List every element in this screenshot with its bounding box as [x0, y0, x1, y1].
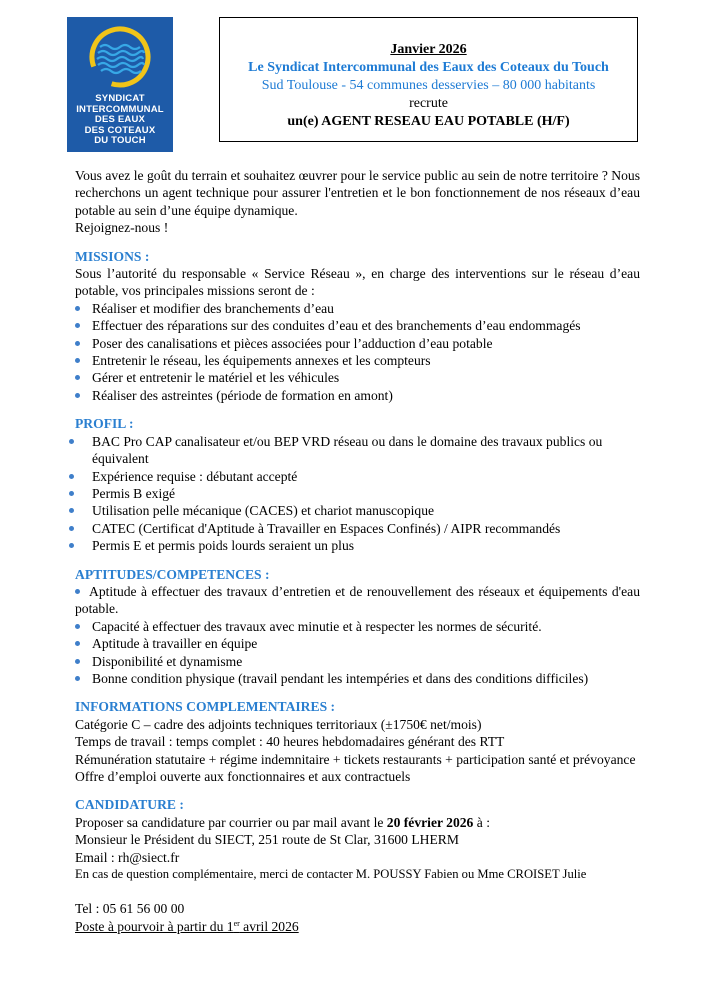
profil-title: PROFIL :: [75, 416, 134, 432]
list-item: Poser des canalisations et pièces associées pour l’adduction d’eau potable: [75, 335, 640, 352]
propose-text: Proposer sa candidature par courrier ou par mail avant le: [75, 814, 387, 830]
header-recruits: recrute: [409, 96, 448, 111]
aptitudes-first-text: Aptitude à effectuer des travaux d’entretien et de renouvellement des réseaux et équipements d'eau potable.: [75, 583, 640, 617]
list-item: Utilisation pelle mécanique (CACES) et chariot manuscopique: [75, 502, 640, 519]
aptitudes-title: APTITUDES/COMPETENCES :: [75, 566, 270, 582]
infos-pay: Rémunération statutaire + régime indemnitaire + tickets restaurants + participation santé et prévoyance: [75, 751, 636, 767]
infos-open: Offre d’emploi ouverte aux fonctionnaires et aux contractuels: [75, 769, 411, 784]
list-item: Disponibilité et dynamisme: [75, 653, 640, 670]
aptitudes-list: [75, 618, 640, 688]
logo-line: DES COTEAUX: [84, 124, 156, 136]
list-item: Permis E et permis poids lourds seraient un plus: [75, 537, 640, 554]
intro-text: Vous avez le goût du terrain et souhaitez œuvrer pour le service public au sein de notre territoire ? Nous recherchons un agent technique pour assurer l'entretien et le bon fonctionnement de nos réseaux d’eau potable au sein d’une équipe dynamique.: [75, 168, 640, 218]
candidature-title: CANDIDATURE :: [75, 797, 184, 813]
list-item: Bonne condition physique (travail pendant les intempéries et dans des conditions difficiles): [75, 670, 640, 687]
intro-cta: Rejoignez-nous !: [75, 220, 169, 236]
aptitudes-first: [75, 583, 640, 618]
list-item: Effectuer des réparations sur des conduites d’eau et des branchements d’eau endommagés: [75, 317, 640, 334]
header-box: [219, 17, 638, 142]
list-item: Permis B exigé: [75, 485, 640, 502]
propose-suffix: à :: [473, 814, 490, 830]
list-item: CATEC (Certificat d'Aptitude à Travailler en Espaces Confinés) / AIPR recommandés: [75, 520, 640, 537]
logo-line: DU TOUCH: [94, 135, 146, 146]
logo-line: SYNDICAT: [95, 93, 145, 104]
job-title: un(e) AGENT RESEAU EAU POTABLE (H/F): [287, 114, 570, 129]
infos-time: Temps de travail : temps complet : 40 heures hebdomadaires générant des RTT: [75, 734, 505, 750]
job-offer-body: [75, 167, 640, 935]
bullet-icon: [75, 589, 80, 594]
deadline: 20 février 2026: [386, 814, 474, 830]
list-item: Gérer et entretenir le matériel et les véhicules: [75, 369, 640, 386]
list-item: Expérience requise : débutant accepté: [75, 468, 640, 485]
list-item: BAC Pro CAP canalisateur et/ou BEP VRD réseau ou dans le domaine des travaux publics ou équivalent: [75, 433, 640, 468]
header-date: Janvier 2026: [390, 42, 467, 57]
profil-list: [75, 433, 640, 555]
start-text: Poste à pourvoir à partir du 1: [75, 918, 234, 934]
candidature-phone: Tel : 05 61 56 00 00: [75, 901, 185, 917]
header-subtitle: Sud Toulouse - 54 communes desservies – 80 000 habitants: [261, 78, 596, 93]
start-date: [75, 918, 640, 935]
infos-title: INFORMATIONS COMPLEMENTAIRES :: [75, 699, 336, 715]
list-item: Entretenir le réseau, les équipements annexes et les compteurs: [75, 352, 640, 369]
list-item: Réaliser et modifier des branchements d’eau: [75, 300, 640, 317]
candidature-contact: En cas de question complémentaire, merci de contacter M. POUSSY Fabien ou Mme CROISET Julie: [75, 867, 587, 882]
candidature-address: Monsieur le Président du SIECT, 251 route de St Clar, 31600 LHERM: [75, 832, 459, 848]
logo-line: DES EAUX: [94, 114, 146, 125]
list-item: Aptitude à travailler en équipe: [75, 635, 640, 652]
list-item: Réaliser des astreintes (période de formation en amont): [75, 387, 640, 404]
candidature-email[interactable]: Email : rh@siect.fr: [75, 849, 180, 865]
infos-category: Catégorie C – cadre des adjoints techniques territoriaux (±1750€ net/mois): [75, 716, 482, 732]
logo-wordmark: [67, 94, 173, 147]
start-sup: er: [233, 918, 240, 928]
logo-emblem-icon: [67, 17, 173, 97]
siect-logo: [67, 17, 173, 152]
missions-list: [75, 300, 640, 404]
header-organisation: Le Syndicat Intercommunal des Eaux des Coteaux du Touch: [248, 60, 609, 75]
missions-lead: Sous l’autorité du responsable « Service Réseau », en charge des interventions sur le réseau d’eau potable, vos principales missions seront de :: [75, 266, 640, 299]
missions-title: MISSIONS :: [75, 248, 150, 264]
start-suffix: avril 2026: [239, 918, 299, 934]
candidature-propose: [75, 814, 640, 831]
list-item: Capacité à effectuer des travaux avec minutie et à respecter les normes de sécurité.: [75, 618, 640, 635]
logo-line: INTERCOMMUNAL: [76, 103, 164, 115]
